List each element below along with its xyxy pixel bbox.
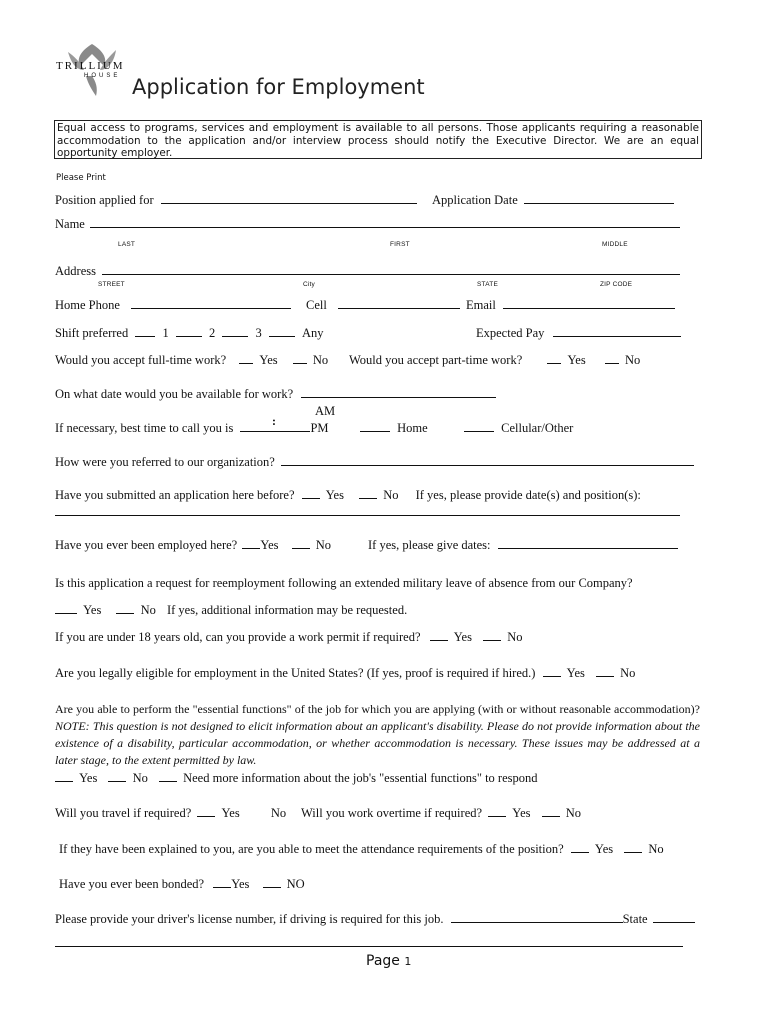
military-no-blank[interactable] <box>116 604 134 614</box>
besttime-question: If necessary, best time to call you is <box>55 421 234 435</box>
employed-no-blank[interactable] <box>292 539 310 549</box>
cellular-time-label: Cellular/Other <box>501 421 574 435</box>
fulltime-yes-label: Yes <box>259 353 278 367</box>
essential-answer-row <box>55 771 538 786</box>
page-footer <box>366 953 411 969</box>
home-phone-row <box>55 298 291 313</box>
employed-question: Have you ever been employed here? <box>55 538 238 552</box>
submitted-row <box>55 488 641 503</box>
essential-note: NOTE: This question is not designed to elicit information about an applicant's disability. Please do not provide information about the existence of a disability, particular accommodation, or whether accommodation is necessary. These issues may be addressed at a later stage, to the extent permitted by law. <box>55 719 700 767</box>
shift-2-blank[interactable] <box>176 327 202 337</box>
name-last-caption: LAST <box>118 241 136 248</box>
besttime-row <box>55 421 329 436</box>
available-date-field[interactable] <box>301 388 496 398</box>
essential-yes-blank[interactable] <box>55 772 73 782</box>
home-time-label: Home <box>397 421 428 435</box>
military-no-label: No <box>140 603 156 617</box>
travel-yes-label: Yes <box>221 806 240 820</box>
essential-more-blank[interactable] <box>159 772 177 782</box>
parttime-no-blank[interactable] <box>605 354 619 364</box>
shift-3-blank[interactable] <box>222 327 248 337</box>
name-row <box>55 217 680 232</box>
referred-row <box>55 455 694 470</box>
shift-label: Shift preferred <box>55 326 129 340</box>
overtime-no-label: No <box>565 806 582 820</box>
employed-dates-row <box>368 538 678 553</box>
shift-1-blank[interactable] <box>135 327 155 337</box>
under18-no-blank[interactable] <box>483 631 501 641</box>
page-title: Application for Employment <box>132 75 425 99</box>
overtime-yes-label: Yes <box>512 806 531 820</box>
military-info: If yes, additional information may be requested. <box>166 603 408 617</box>
cellular-time-blank[interactable] <box>464 422 494 432</box>
fulltime-no-blank[interactable] <box>293 354 307 364</box>
eligible-no-label: No <box>620 666 636 680</box>
employed-dates-prompt: If yes, please give dates: <box>368 538 491 552</box>
parttime-no-label: No <box>624 353 641 367</box>
cell-field[interactable] <box>338 299 460 309</box>
fulltime-row <box>55 353 328 368</box>
cell-label: Cell <box>306 298 327 312</box>
home-time-blank[interactable] <box>360 422 390 432</box>
travel-yes-blank[interactable] <box>197 807 215 817</box>
am-label: AM <box>315 404 336 418</box>
address-state-caption: STATE <box>477 281 498 288</box>
submitted-yes-blank[interactable] <box>302 489 320 499</box>
military-answer-row <box>55 603 407 618</box>
home-phone-label: Home Phone <box>55 298 120 312</box>
logo-brand: TRILLIUM <box>56 60 125 72</box>
travel-row <box>55 806 286 821</box>
time-colon: : <box>272 414 276 428</box>
address-zip-caption: ZIP CODE <box>600 281 633 288</box>
address-street-caption: STREET <box>98 281 125 288</box>
bonded-yes-label: Yes <box>231 877 250 891</box>
essential-more-label: Need more information about the job's "essential functions" to respond <box>183 771 538 785</box>
submitted-yes-label: Yes <box>325 488 344 502</box>
bonded-yes-blank[interactable] <box>213 878 231 888</box>
shift-row <box>55 326 324 341</box>
eligible-no-blank[interactable] <box>596 667 614 677</box>
parttime-question: Would you accept part-time work? <box>349 353 523 367</box>
equal-opportunity-notice: Equal access to programs, services and employment is available to all persons. Those applicants requiring a reasonable accommodation to the application and/or interview process should notify the Executive Director. We are an equal opportunity employer. <box>54 120 702 159</box>
fulltime-yes-blank[interactable] <box>239 354 253 364</box>
overtime-row <box>301 806 581 821</box>
available-row <box>55 387 496 402</box>
attendance-no-label: No <box>648 842 664 856</box>
expected-pay-field[interactable] <box>553 327 681 337</box>
overtime-no-blank[interactable] <box>542 807 560 817</box>
shift-1-label: 1 <box>162 326 169 340</box>
attendance-no-blank[interactable] <box>624 843 642 853</box>
essential-no-label: No <box>132 771 148 785</box>
employed-dates-field[interactable] <box>498 539 678 549</box>
address-label: Address <box>55 264 96 278</box>
home-time-row <box>360 421 428 436</box>
military-question: Is this application a request for reemployment following an extended military leave of absence from our Company? <box>55 576 633 590</box>
cell-row <box>306 298 460 313</box>
name-label: Name <box>55 217 85 231</box>
bonded-no-blank[interactable] <box>263 878 281 888</box>
parttime-row <box>349 353 640 368</box>
address-city-caption: City <box>303 281 315 288</box>
license-extra-field[interactable] <box>55 946 683 947</box>
please-print-label: Please Print <box>56 173 106 183</box>
page-label: Page <box>366 953 400 969</box>
eligible-row <box>55 666 635 681</box>
fulltime-no-label: No <box>312 353 329 367</box>
app-date-row <box>432 193 674 208</box>
submitted-no-label: No <box>383 488 399 502</box>
address-row <box>55 264 680 279</box>
overtime-yes-blank[interactable] <box>488 807 506 817</box>
email-label: Email <box>466 298 496 312</box>
employed-yes-label: Yes <box>260 538 279 552</box>
referred-field[interactable] <box>281 456 694 466</box>
essential-yes-label: Yes <box>79 771 98 785</box>
overtime-question: Will you work overtime if required? <box>301 806 483 820</box>
under18-question: If you are under 18 years old, can you provide a work permit if required? <box>55 630 421 644</box>
travel-no-label: No <box>270 806 287 820</box>
email-row <box>466 298 675 313</box>
address-field[interactable] <box>102 265 680 275</box>
position-label: Position applied for <box>55 193 154 207</box>
fulltime-question: Would you accept full-time work? <box>55 353 227 367</box>
expected-pay-row <box>476 326 681 341</box>
shift-any-blank[interactable] <box>269 327 295 337</box>
attendance-yes-blank[interactable] <box>571 843 589 853</box>
shift-2-label: 2 <box>208 326 216 340</box>
bonded-question: Have you ever been bonded? <box>59 877 205 891</box>
logo-sub: HOUSE <box>84 73 121 79</box>
name-middle-caption: MIDDLE <box>602 241 628 248</box>
license-question: Please provide your driver's license number, if driving is required for this job. <box>55 912 444 926</box>
app-date-label: Application Date <box>432 193 518 207</box>
home-phone-field[interactable] <box>131 299 291 309</box>
page-number: 1 <box>404 955 412 968</box>
state-label: State <box>622 912 648 926</box>
eligible-question: Are you legally eligible for employment in the United States? (If yes, proof is required if hired.) <box>55 666 536 680</box>
name-first-caption: FIRST <box>390 241 410 248</box>
under18-no-label: No <box>507 630 523 644</box>
parttime-yes-blank[interactable] <box>547 354 561 364</box>
military-yes-label: Yes <box>83 603 102 617</box>
submitted-no-blank[interactable] <box>359 489 377 499</box>
essential-no-blank[interactable] <box>108 772 126 782</box>
essential-paragraph <box>55 701 700 769</box>
shift-any-label: Any <box>301 326 324 340</box>
military-yes-blank[interactable] <box>55 604 77 614</box>
under18-row <box>55 630 522 645</box>
referred-question: How were you referred to our organization? <box>55 455 275 469</box>
under18-yes-label: Yes <box>453 630 472 644</box>
available-question: On what date would you be available for work? <box>55 387 294 401</box>
position-field[interactable] <box>161 194 417 204</box>
bonded-row <box>59 877 305 892</box>
pm-label: PM <box>310 421 329 435</box>
license-number-field[interactable] <box>451 913 623 923</box>
license-row <box>55 912 695 927</box>
position-row <box>55 193 417 208</box>
cellular-time-row <box>464 421 573 436</box>
shift-3-label: 3 <box>255 326 262 340</box>
submitted-dates-field[interactable] <box>55 515 680 516</box>
eligible-yes-blank[interactable] <box>543 667 561 677</box>
attendance-yes-label: Yes <box>594 842 614 856</box>
essential-question: Are you able to perform the "essential functions" of the job for which you are applying (with or without reasonable accommodation)? <box>55 702 700 716</box>
submitted-question: Have you submitted an application here before? <box>55 488 295 502</box>
under18-yes-blank[interactable] <box>430 631 448 641</box>
attendance-question: If they have been explained to you, are you able to meet the attendance requirements of the position? <box>59 842 564 856</box>
travel-question: Will you travel if required? <box>55 806 192 820</box>
employed-no-label: No <box>315 538 332 552</box>
email-field[interactable] <box>503 299 675 309</box>
employed-yes-blank[interactable] <box>242 539 260 549</box>
bonded-no-label: NO <box>286 877 305 891</box>
employed-row <box>55 538 331 553</box>
attendance-row <box>59 842 664 857</box>
parttime-yes-label: Yes <box>567 353 586 367</box>
name-field[interactable] <box>90 218 680 228</box>
expected-pay-label: Expected Pay <box>476 326 545 340</box>
submitted-dates-prompt: If yes, please provide date(s) and position(s): <box>415 488 641 502</box>
license-state-field[interactable] <box>653 913 695 923</box>
eligible-yes-label: Yes <box>566 666 585 680</box>
app-date-field[interactable] <box>524 194 674 204</box>
